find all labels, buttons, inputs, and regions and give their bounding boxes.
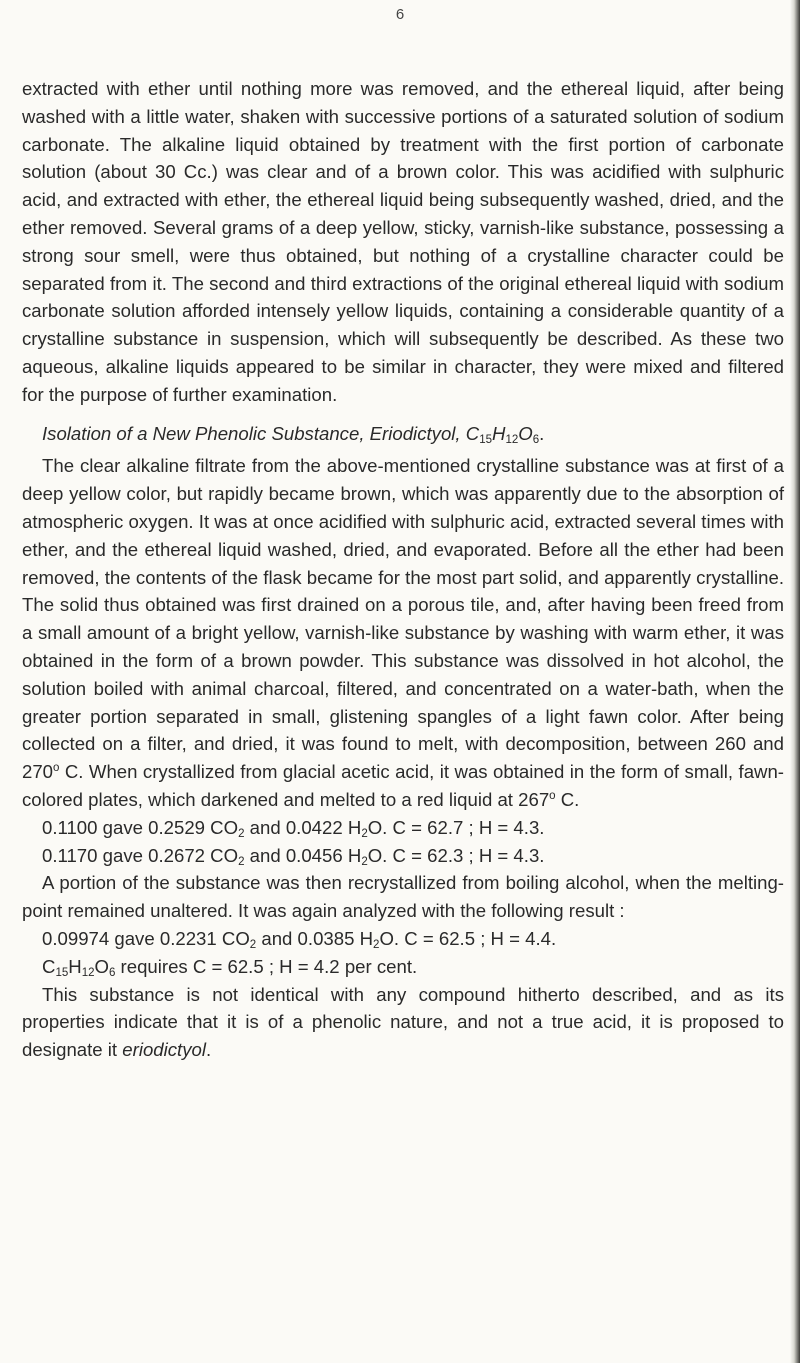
subscript: 2 <box>361 855 368 868</box>
paragraph-2-text: The clear alkaline filtrate from the above-mentioned crystalline substance was at first of a deep yellow color, but rapidly became brown, which was apparently due to the absorption of atmospheric oxygen. It was at once acidified with sulphuric acid, extracted several times with ether, and the ethereal liquid washed, dried, and evaporated. Before all the ether had been removed, the contents of the flask became for the most part solid, and apparently crystalline. The solid thus obtained was first drained on a porous tile, and, after having been freed from a small amount of a bright yellow, varnish-like substance by washing with warm ether, it was obtained in the form of a brown powder. This substance was dissolved in hot alcohol, the solution boiled with animal charcoal, filtered, and concentrated on a water-bath, when the greater portion separated in small, glistening spangles of a light fawn color. After being collected on a filter, and dried, it was found to melt, with decomposition, between 260 and 270 <box>22 455 784 783</box>
degree-mark: o <box>53 761 60 774</box>
conclusion-period: . <box>206 1039 212 1061</box>
heading-period: . <box>539 422 545 444</box>
conclusion-text: This substance is not identical with any compound hitherto described, and as its properties indicate that it is of a phenolic nature, and not a true acid, it is proposed to designate it <box>22 983 784 1061</box>
heading-formula-o-count: 6 <box>532 433 540 446</box>
subscript: 2 <box>238 855 245 868</box>
analysis-3-h2o: and 0.0385 H <box>256 927 374 949</box>
formula-o: O <box>94 955 109 977</box>
subscript: 2 <box>238 827 245 840</box>
section-heading <box>22 420 784 448</box>
heading-formula-c-count: 15 <box>479 433 493 446</box>
heading-formula-o: O <box>518 422 533 444</box>
analysis-3-co2: 0.09974 gave 0.2231 CO <box>42 927 250 949</box>
heading-formula-h-count: 12 <box>505 433 519 446</box>
body-text <box>22 75 784 1064</box>
requires-line <box>22 953 784 981</box>
paragraph-1: extracted with ether until nothing more was removed, and the ethereal liquid, after being washed with a little water, shaken with successive portions of a saturated solution of sodium carbonate. The alkaline liquid obtained by treatment with the first portion of carbonate solution (about 30 Cc.) was clear and of a brown color. This was acidified with sulphuric acid, and extracted with ether, the ethereal liquid being subsequently washed, dried, and the ether removed. Several grams of a deep yellow, sticky, varnish-like substance, possessing a strong sour smell, were thus obtained, but nothing of a crystalline character could be separated from it. The second and third extractions of the original ethereal liquid with sodium carbonate solution afforded intensely yellow liquids, containing a considerable quantity of a crystalline substance in suspension, which will subsequently be described. As these two aqueous, alkaline liquids appeared to be similar in character, they were mixed and filtered for the purpose of further examination. <box>22 78 784 405</box>
formula-h: H <box>68 955 82 977</box>
degree-mark: o <box>549 789 556 802</box>
page-number: 6 <box>395 6 405 23</box>
subscript: 2 <box>361 827 368 840</box>
paragraph-2-text-cont: C. When crystallized from glacial acetic acid, it was obtained in the form of small, fawn-colored plates, which darkened and melted to a red liquid at 267 <box>22 761 784 810</box>
formula-c: C <box>42 955 56 977</box>
analysis-2-result: O. C = 62.3 ; H = 4.3. <box>367 844 545 866</box>
heading-formula-h: H <box>492 422 506 444</box>
subscript: 15 <box>55 966 69 979</box>
analysis-1-co2: 0.1100 gave 0.2529 CO <box>42 816 239 838</box>
subscript: 6 <box>108 966 116 979</box>
analysis-3-result: O. C = 62.5 ; H = 4.4. <box>379 927 557 949</box>
requires-values: requires C = 62.5 ; H = 4.2 per cent. <box>115 955 418 977</box>
subscript: 2 <box>249 938 257 951</box>
heading-title: Isolation of a New Phenolic Substance, Eriodictyol, <box>42 422 466 444</box>
recrystallization-paragraph: A portion of the substance was then recrystallized from boiling alcohol, when the melting-point remained unaltered. It was again analyzed with the following result : <box>22 872 784 922</box>
analysis-2-h2o: and 0.0456 H <box>244 844 362 866</box>
analysis-1-h2o: and 0.0422 H <box>244 816 362 838</box>
heading-formula-c: C <box>465 422 480 444</box>
paragraph-2-text-end: C. <box>555 788 580 810</box>
analysis-2-co2: 0.1170 gave 0.2672 CO <box>42 844 239 866</box>
analysis-1-result: O. C = 62.7 ; H = 4.3. <box>367 816 545 838</box>
analysis-line-2 <box>22 842 784 870</box>
subscript: 12 <box>81 966 95 979</box>
subscript: 2 <box>373 938 380 951</box>
analysis-line-1 <box>22 814 784 842</box>
page-edge-shadow <box>790 0 800 1363</box>
conclusion-paragraph <box>22 981 784 1064</box>
paragraph-2 <box>22 452 784 813</box>
analysis-line-3 <box>22 925 784 953</box>
compound-name: eriodictyol <box>122 1039 206 1061</box>
